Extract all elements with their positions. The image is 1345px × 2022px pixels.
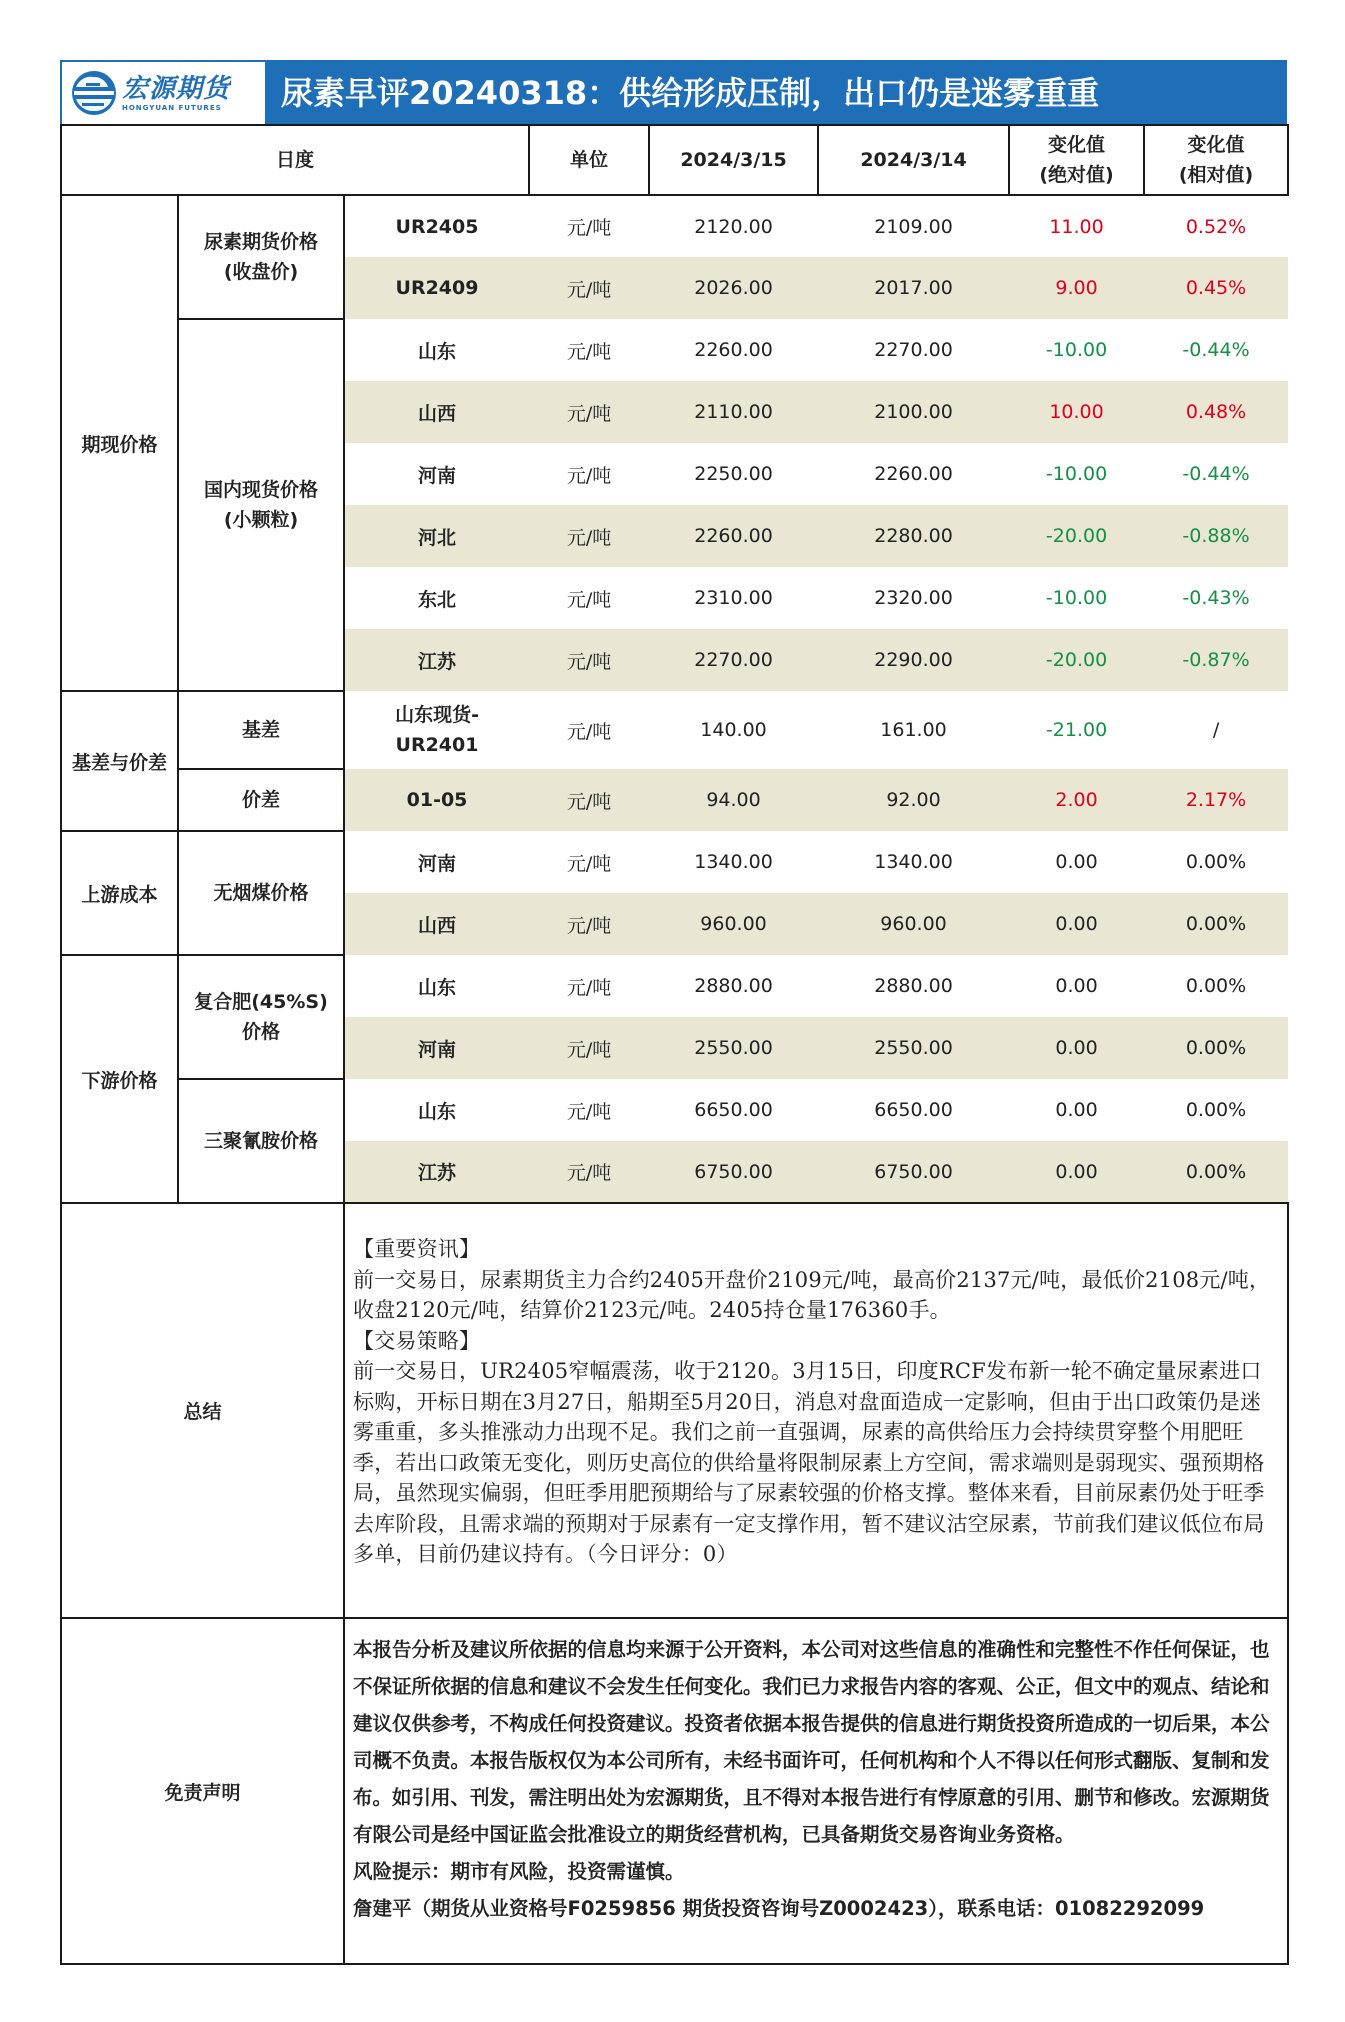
hongyuan-logo-icon bbox=[70, 69, 118, 117]
change-absolute: -21.00 bbox=[1045, 719, 1108, 741]
category-label: 下游价格 bbox=[61, 955, 178, 1203]
unit-cell: 元/吨 bbox=[529, 257, 649, 319]
group-label-line1: 尿素期货价格 bbox=[203, 231, 318, 253]
row-item-line1: 山东现货- bbox=[395, 704, 479, 726]
row-item-label: 江苏 bbox=[344, 629, 529, 691]
table-row bbox=[61, 769, 1288, 831]
unit-cell: 元/吨 bbox=[566, 1100, 612, 1123]
change-absolute: 0.00 bbox=[1055, 851, 1098, 873]
table-row bbox=[61, 195, 1288, 257]
group-label bbox=[178, 831, 344, 955]
value-date2: 2100.00 bbox=[818, 381, 1009, 443]
value-date2: 2017.00 bbox=[818, 257, 1009, 319]
value-date2: 2260.00 bbox=[874, 463, 953, 485]
value-date2: 6650.00 bbox=[874, 1099, 953, 1121]
col-header-abs-line2: (绝对值) bbox=[1039, 164, 1114, 186]
value-date1: 2550.00 bbox=[649, 1017, 818, 1079]
group-label-line1: 国内现货价格 bbox=[203, 479, 318, 501]
table-row bbox=[61, 319, 1288, 381]
change-absolute: 0.00 bbox=[1055, 1099, 1098, 1121]
value-date2: 2290.00 bbox=[818, 629, 1009, 691]
category-label: 基差与价差 bbox=[61, 691, 178, 831]
col-header-date2: 2024/3/14 bbox=[818, 125, 1009, 195]
change-relative: -0.88% bbox=[1144, 505, 1288, 567]
change-absolute: -10.00 bbox=[1045, 339, 1108, 361]
logo-english-name: HONGYUAN FUTURES bbox=[122, 104, 222, 112]
report-title: 尿素早评20240318：供给形成压制，出口仍是迷雾重重 bbox=[281, 74, 1100, 112]
category-label: 上游成本 bbox=[61, 831, 178, 955]
group-label bbox=[178, 691, 344, 769]
disclaimer-content bbox=[344, 1618, 1288, 1964]
value-date2: 6750.00 bbox=[818, 1141, 1009, 1203]
change-relative: -0.87% bbox=[1144, 629, 1288, 691]
news-text: 前一交易日，尿素期货主力合约2405开盘价2109元/吨，最高价2137元/吨，最低价2108元/吨，收盘2120元/吨，结算价2123元/吨。2405持仓量176360手。 bbox=[353, 1267, 1271, 1322]
row-item-label: UR2405 bbox=[344, 195, 529, 257]
value-date2: 960.00 bbox=[818, 893, 1009, 955]
change-absolute: 2.00 bbox=[1009, 769, 1144, 831]
unit-cell: 元/吨 bbox=[566, 720, 612, 743]
change-absolute: 0.00 bbox=[1009, 1141, 1144, 1203]
change-absolute: 0.00 bbox=[1009, 1017, 1144, 1079]
value-date2: 2550.00 bbox=[818, 1017, 1009, 1079]
change-relative: -0.44% bbox=[1182, 463, 1250, 485]
value-date2: 2109.00 bbox=[874, 215, 953, 238]
unit-cell: 元/吨 bbox=[566, 340, 612, 363]
change-relative: 0.45% bbox=[1144, 257, 1288, 319]
value-date1: 2270.00 bbox=[649, 629, 818, 691]
change-relative: 0.00% bbox=[1185, 975, 1247, 997]
disclaimer-text: 本报告分析及建议所依据的信息均来源于公开资料，本公司对这些信息的准确性和完整性不作任何保证，也不保证所依据的信息和建议不会发生任何变化。我们已力求报告内容的客观、公正，但文中的观点、结论和建议仅供参考，不构成任何投资建议。投资者依据本报告提供的信息进行期货投资所造成的一切后果，本公司概不负责。本报告版权仅为本公司所有，未经书面许可，任何机构和个人不得以任何形式翻版、复制和发布。如引用、刊发，需注明出处为宏源期货，且不得对本报告进行有悖原意的引用、删节和修改。宏源期货有限公司是经中国证监会批准设立的期货经营机构，已具备期货交易咨询业务资格。 bbox=[353, 1638, 1270, 1846]
change-relative: 0.00% bbox=[1185, 1099, 1247, 1121]
value-date2: 2280.00 bbox=[818, 505, 1009, 567]
change-relative: -0.43% bbox=[1182, 587, 1250, 609]
change-relative: 0.00% bbox=[1144, 893, 1288, 955]
group-label bbox=[178, 955, 344, 1079]
row-item-label bbox=[344, 691, 529, 769]
change-relative: / bbox=[1212, 719, 1220, 741]
value-date2: 2320.00 bbox=[874, 587, 953, 609]
strategy-text: 前一交易日，UR2405窄幅震荡，收于2120。3月15日，印度RCF发布新一轮不确定量尿素进口标购，开标日期在3月27日，船期至5月20日，消息对盘面造成一定影响，但由于出口政策仍是迷雾重重，多头推涨动力出现不足。我们之前一直强调，尿素的高供给压力会持续贯穿整个用肥旺季，若出口政策无变化，则历史高位的供给量将限制尿素上方空间，需求端则是弱现实、强预期格局，虽然现实偏弱，但旺季用肥预期给与了尿素较强的价格支撑。整体来看，目前尿素仍处于旺季去库阶段，且需求端的预期对于尿素有一定支撑作用，暂不建议沽空尿素，节前我们建议低位布局多单，目前仍建议持有。（今日评分：0） bbox=[353, 1359, 1265, 1566]
category-label: 期现价格 bbox=[61, 195, 178, 691]
change-relative: 0.52% bbox=[1185, 215, 1247, 238]
change-relative: 2.17% bbox=[1144, 769, 1288, 831]
row-item-label: 河南 bbox=[344, 443, 529, 505]
value-date1: 2260.00 bbox=[694, 339, 773, 361]
value-date1: 2880.00 bbox=[694, 975, 773, 997]
col-header-date1: 2024/3/15 bbox=[649, 125, 818, 195]
value-date2: 2270.00 bbox=[874, 339, 953, 361]
value-date1: 2310.00 bbox=[694, 587, 773, 609]
summary-content bbox=[344, 1203, 1288, 1618]
group-label-line1: 无烟煤价格 bbox=[213, 882, 309, 904]
change-absolute: -20.00 bbox=[1009, 505, 1144, 567]
value-date2: 161.00 bbox=[880, 719, 947, 741]
change-relative: 0.00% bbox=[1185, 851, 1247, 873]
unit-cell: 元/吨 bbox=[566, 852, 612, 875]
unit-cell: 元/吨 bbox=[529, 381, 649, 443]
col-header-abs-change bbox=[1009, 125, 1144, 195]
group-label bbox=[178, 195, 344, 319]
row-item-label: 山西 bbox=[344, 893, 529, 955]
group-label bbox=[178, 769, 344, 831]
summary-row bbox=[61, 1203, 1288, 1618]
unit-cell: 元/吨 bbox=[566, 464, 612, 487]
value-date1: 6650.00 bbox=[694, 1099, 773, 1121]
row-item-label: 东北 bbox=[344, 567, 529, 629]
group-label bbox=[178, 1079, 344, 1203]
unit-cell: 元/吨 bbox=[529, 893, 649, 955]
unit-cell: 元/吨 bbox=[566, 588, 612, 611]
col-header-rel-line1: 变化值 bbox=[1187, 134, 1245, 156]
change-absolute: -10.00 bbox=[1045, 463, 1108, 485]
change-absolute: 0.00 bbox=[1055, 975, 1098, 997]
group-label bbox=[178, 319, 344, 691]
value-date1: 2120.00 bbox=[694, 215, 773, 238]
table-row bbox=[61, 955, 1288, 1017]
row-item-label: 河南 bbox=[344, 831, 529, 893]
report-sheet bbox=[60, 60, 1287, 1965]
disclaimer-label: 免责声明 bbox=[61, 1618, 344, 1964]
change-absolute: -10.00 bbox=[1045, 587, 1108, 609]
news-heading: 【重要资讯】 bbox=[353, 1237, 481, 1261]
value-date2: 1340.00 bbox=[874, 851, 953, 873]
col-header-dimension: 日度 bbox=[61, 125, 529, 195]
change-relative: -0.44% bbox=[1182, 339, 1250, 361]
value-date1: 1340.00 bbox=[694, 851, 773, 873]
disclaimer-row bbox=[61, 1618, 1288, 1964]
value-date1: 140.00 bbox=[700, 719, 767, 741]
value-date2: 92.00 bbox=[818, 769, 1009, 831]
group-label-line2: (收盘价) bbox=[223, 261, 299, 283]
table-body bbox=[61, 195, 1288, 1203]
value-date1: 2250.00 bbox=[694, 463, 773, 485]
row-item-label: 山东 bbox=[344, 319, 529, 381]
value-date1: 2026.00 bbox=[649, 257, 818, 319]
row-item-label: 山东 bbox=[344, 955, 529, 1017]
value-date1: 94.00 bbox=[649, 769, 818, 831]
unit-cell: 元/吨 bbox=[566, 217, 612, 239]
table-row bbox=[61, 831, 1288, 893]
table-row bbox=[61, 691, 1288, 769]
change-absolute: -20.00 bbox=[1009, 629, 1144, 691]
col-header-rel-change bbox=[1144, 125, 1288, 195]
value-date1: 960.00 bbox=[649, 893, 818, 955]
unit-cell: 元/吨 bbox=[529, 1017, 649, 1079]
unit-cell: 元/吨 bbox=[529, 629, 649, 691]
logo-chinese-name: 宏源期货 bbox=[122, 74, 231, 104]
value-date1: 6750.00 bbox=[649, 1141, 818, 1203]
unit-cell: 元/吨 bbox=[566, 976, 612, 999]
analyst-info: 詹建平（期货从业资格号F0259856 期货投资咨询号Z0002423），联系电话：01082292099 bbox=[353, 1897, 1205, 1920]
value-date2: 2880.00 bbox=[874, 975, 953, 997]
group-label-line1: 三聚氰胺价格 bbox=[203, 1130, 318, 1152]
group-label-line1: 基差 bbox=[241, 719, 280, 741]
change-absolute: 10.00 bbox=[1009, 381, 1144, 443]
unit-cell: 元/吨 bbox=[529, 1141, 649, 1203]
report-banner bbox=[60, 60, 1287, 124]
row-item-label: 山东 bbox=[344, 1079, 529, 1141]
col-header-unit: 单位 bbox=[529, 125, 649, 195]
table-row bbox=[61, 1079, 1288, 1141]
unit-cell: 元/吨 bbox=[529, 769, 649, 831]
group-label-line2: 价格 bbox=[241, 1021, 280, 1043]
table-header-row bbox=[61, 125, 1288, 195]
summary-label: 总结 bbox=[61, 1203, 344, 1618]
group-label-line1: 复合肥(45%S) bbox=[194, 991, 328, 1013]
row-item-label: UR2409 bbox=[344, 257, 529, 319]
col-header-rel-line2: (相对值) bbox=[1178, 164, 1254, 186]
change-absolute: 0.00 bbox=[1009, 893, 1144, 955]
row-item-label: 01-05 bbox=[344, 769, 529, 831]
strategy-heading: 【交易策略】 bbox=[353, 1328, 481, 1353]
col-header-abs-line1: 变化值 bbox=[1048, 134, 1106, 156]
group-label-line2: (小颗粒) bbox=[223, 509, 299, 531]
change-relative: 0.48% bbox=[1144, 381, 1288, 443]
row-item-line2: UR2401 bbox=[395, 734, 479, 756]
change-relative: 0.00% bbox=[1144, 1141, 1288, 1203]
row-item-label: 河北 bbox=[344, 505, 529, 567]
row-item-label: 江苏 bbox=[344, 1141, 529, 1203]
row-item-label: 山西 bbox=[344, 381, 529, 443]
value-date1: 2260.00 bbox=[649, 505, 818, 567]
change-relative: 0.00% bbox=[1144, 1017, 1288, 1079]
company-logo bbox=[62, 62, 267, 124]
value-date1: 2110.00 bbox=[649, 381, 818, 443]
unit-cell: 元/吨 bbox=[529, 505, 649, 567]
risk-warning: 风险提示：期市有风险，投资需谨慎。 bbox=[353, 1860, 685, 1883]
change-absolute: 11.00 bbox=[1049, 215, 1104, 238]
group-label-line1: 价差 bbox=[241, 789, 280, 811]
row-item-label: 河南 bbox=[344, 1017, 529, 1079]
price-table bbox=[60, 124, 1289, 1965]
change-absolute: 9.00 bbox=[1009, 257, 1144, 319]
